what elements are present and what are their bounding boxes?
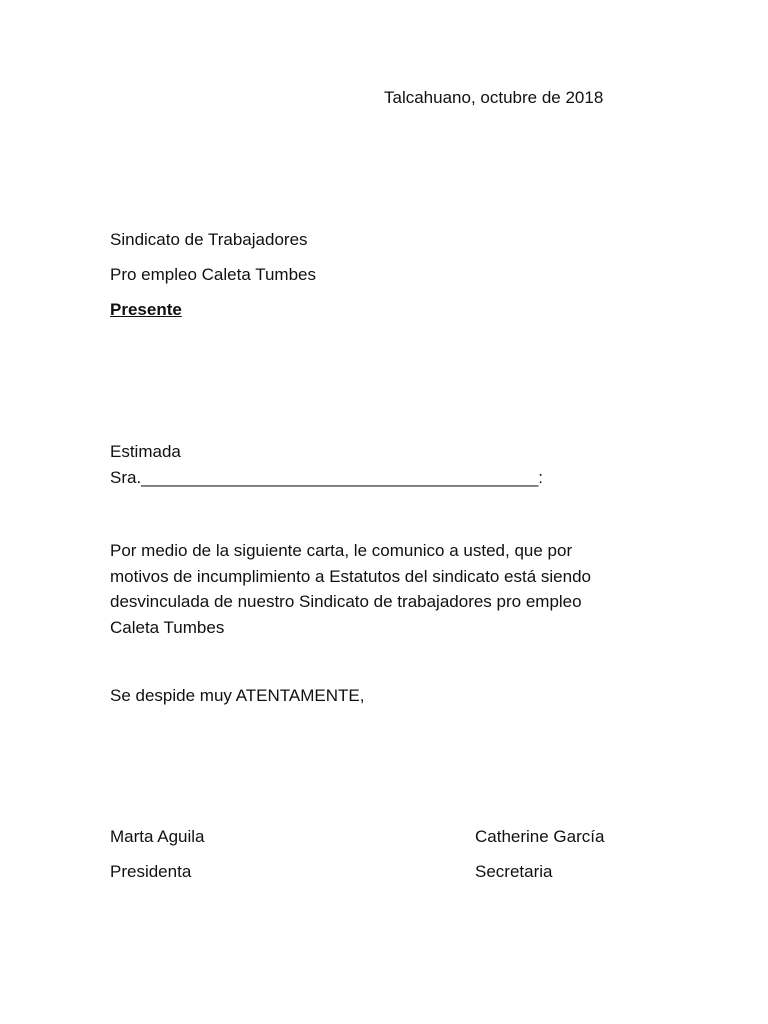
letter-body bbox=[110, 538, 670, 640]
signatory-role-president: Presidenta bbox=[110, 862, 192, 881]
body-line: Por medio de la siguiente carta, le comunico a usted, que por bbox=[110, 541, 573, 560]
presente-heading: Presente bbox=[110, 300, 182, 319]
letter-date: Talcahuano, octubre de 2018 bbox=[384, 88, 604, 107]
recipient-organization: Sindicato de Trabajadores bbox=[110, 230, 308, 249]
body-line: desvinculada de nuestro Sindicato de trabajadores pro empleo bbox=[110, 592, 582, 611]
letter-closing: Se despide muy ATENTAMENTE, bbox=[110, 686, 365, 705]
salutation-name-blank: Sra.__________________________________________: bbox=[110, 468, 543, 487]
body-line: motivos de incumplimiento a Estatutos del sindicato está siendo bbox=[110, 566, 591, 586]
salutation: Estimada bbox=[110, 442, 181, 461]
signatory-name-secretary: Catherine García bbox=[475, 827, 605, 846]
recipient-organization-detail: Pro empleo Caleta Tumbes bbox=[110, 265, 316, 284]
body-line: Caleta Tumbes bbox=[110, 617, 225, 637]
signatory-name-president: Marta Aguila bbox=[110, 827, 205, 846]
signatory-role-secretary: Secretaria bbox=[475, 862, 553, 881]
